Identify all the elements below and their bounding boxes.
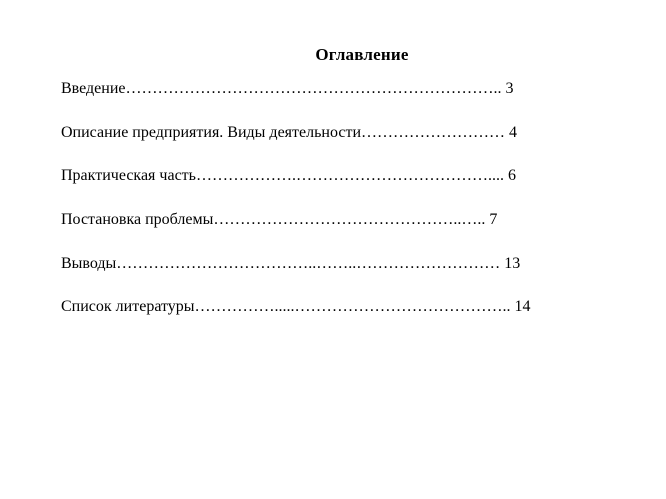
toc-entry-references <box>61 296 531 318</box>
toc-entry-page: 3 <box>505 80 514 97</box>
toc-entry-practical-part <box>61 165 516 187</box>
toc-entry-company-description <box>61 122 517 144</box>
toc-entry-label: Практическая часть <box>61 167 196 184</box>
toc-entry-leader: …………………………………………………………….. <box>125 80 506 97</box>
toc-entry-label: Описание предприятия. Виды деятельности <box>61 124 362 141</box>
toc-entry-page: 4 <box>509 124 518 141</box>
toc-entry-label: Введение <box>61 80 126 97</box>
toc-title: Оглавление <box>315 45 409 64</box>
toc-entry-page: 6 <box>507 167 516 184</box>
toc-entry-label: Выводы <box>61 255 117 272</box>
toc-entry-label: Постановка проблемы <box>61 211 214 228</box>
toc-entry-leader: ……………………… <box>361 124 510 141</box>
toc-entry-page: 7 <box>489 211 498 228</box>
toc-entry-page: 13 <box>504 255 521 272</box>
toc-entry-page: 14 <box>514 298 531 315</box>
toc-entry-problem-statement <box>61 209 497 231</box>
toc-entry-leader: ………………………………..……..……………………… <box>116 255 505 272</box>
toc-entry-label: Список литературы <box>61 298 195 315</box>
toc-entry-conclusions <box>61 253 520 275</box>
toc-entry-leader: ……………….……………………………….... <box>195 167 508 184</box>
toc-entry-leader: ………………………………………..….. <box>213 211 490 228</box>
toc-entry-introduction <box>61 78 514 100</box>
toc-entry-leader: …………….....………………………………….. <box>194 298 515 315</box>
